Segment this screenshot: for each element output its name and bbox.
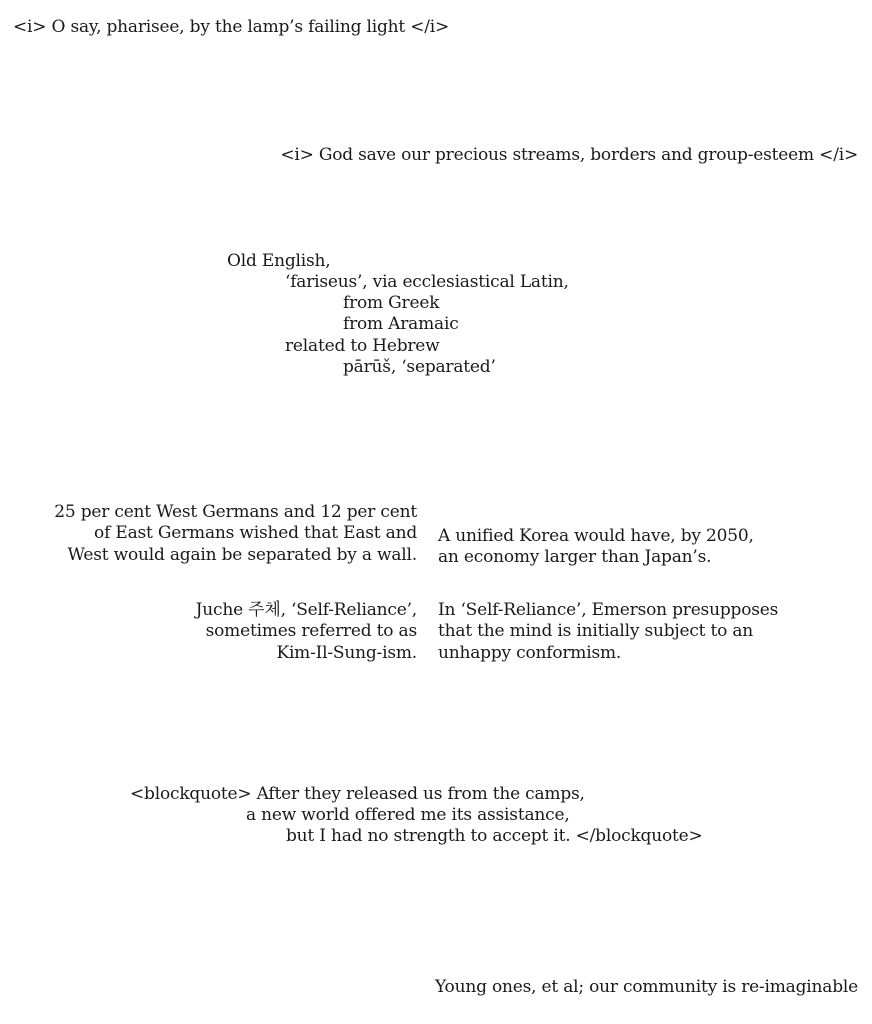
etymology-line: from Aramaic xyxy=(343,314,459,334)
blockquote-line: <blockquote> After they released us from the camps, xyxy=(130,784,585,804)
blockquote-line: but I had no strength to accept it. </blockquote> xyxy=(286,826,703,846)
emerson-line: that the mind is initially subject to an xyxy=(438,621,754,642)
juche-line: sometimes referred to as xyxy=(205,621,417,642)
juche-line: Juche 주체, ‘Self-Reliance’, xyxy=(195,600,417,620)
emerson-line: unhappy conformism. xyxy=(438,642,622,663)
etymology-line: Old English, xyxy=(227,251,331,271)
etymology-line: related to Hebrew xyxy=(285,336,440,356)
germany-line: of East Germans wished that East and xyxy=(94,523,417,544)
etymology-line: pārūš, ‘separated’ xyxy=(343,357,496,377)
korea-paragraph xyxy=(438,526,754,569)
juche-line: Kim-Il-Sung-ism. xyxy=(276,642,417,663)
korea-line: an economy larger than Japan’s. xyxy=(438,547,712,568)
etymology-line: ‘fariseus’, via ecclesiastical Latin, xyxy=(285,272,569,292)
korea-line: A unified Korea would have, by 2050, xyxy=(438,526,754,546)
emerson-line: In ‘Self-Reliance’, Emerson presupposes xyxy=(438,600,779,620)
etymology-line: from Greek xyxy=(343,293,440,313)
germany-line: West would again be separated by a wall. xyxy=(67,544,417,565)
juche-paragraph xyxy=(196,600,417,664)
emerson-paragraph xyxy=(438,600,778,664)
anthem-line: <i> God save our precious streams, borders and group-esteem </i> xyxy=(280,145,858,165)
blockquote-line: a new world offered me its assistance, xyxy=(246,805,570,825)
germany-paragraph xyxy=(54,502,417,566)
opening-line: <i> O say, pharisee, by the lamp’s failing light </i> xyxy=(13,17,450,37)
closing-line: Young ones, et al; our community is re-imaginable xyxy=(435,977,858,997)
germany-line: 25 per cent West Germans and 12 per cent xyxy=(54,502,417,522)
